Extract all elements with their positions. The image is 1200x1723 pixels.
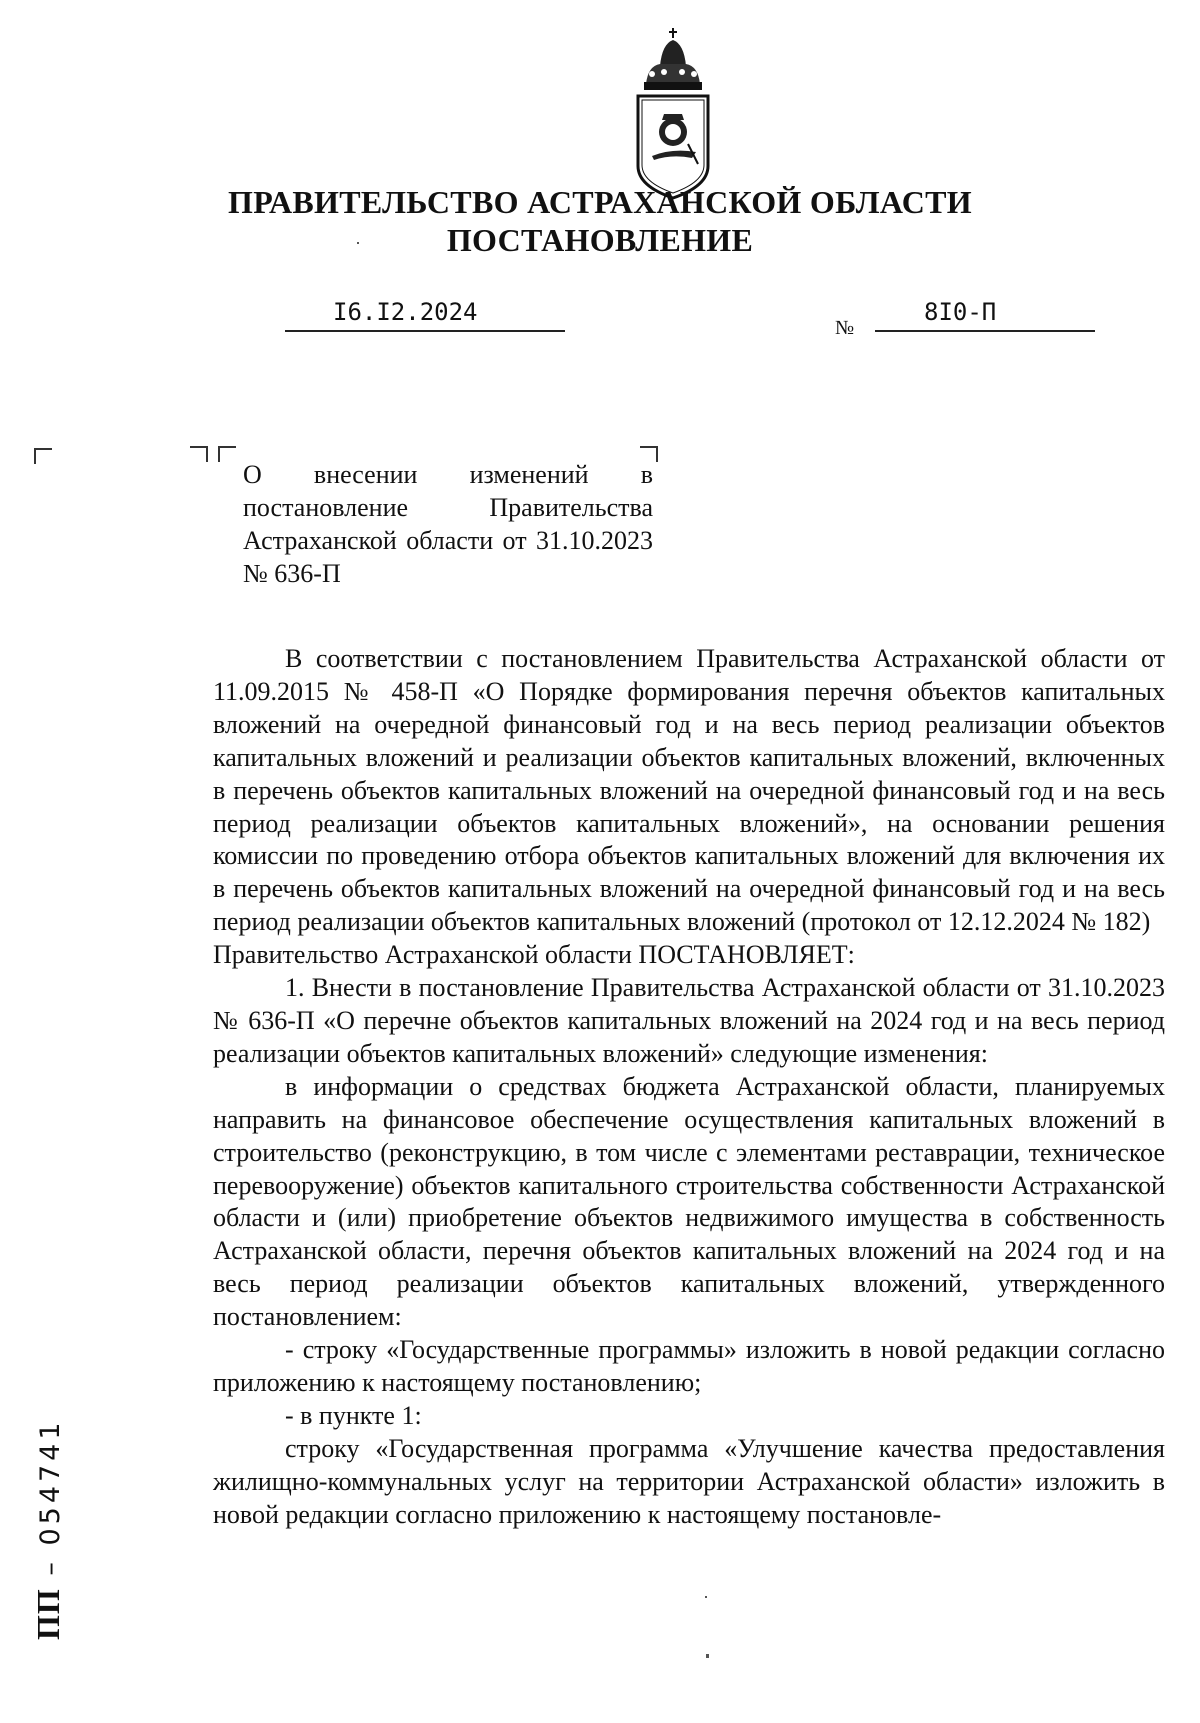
corner-mark [218,446,236,462]
organization-name: ПРАВИТЕЛЬСТВО АСТРАХАНСКОЙ ОБЛАСТИ [228,184,972,220]
number-underline [875,330,1095,332]
coat-of-arms-icon [632,26,714,201]
document-title: О внесении изменений в постановление Правительства Астраханской области от 31.10.2023 № 636-П [243,460,653,588]
form-serial-number [30,1418,67,1640]
paragraph: - в пункте 1: [285,1400,422,1430]
paragraph: В соответствии с постановлением Правительства Астраханской области от 11.09.2015 № 458-П «О Порядке формирования перечня объектов капитальных вложений на очередной финансовый год и на весь период реализации объектов капитальных вложений и реализации объектов капитальных вложений, включенных в перечень объектов капитальных вложений на очередной финансовый год и на весь период реализации объектов капитальных вложений», на основании решения комиссии по проведению отбора объектов капитальных вложений для включения их в перечень объектов капитальных вложений на очередной финансовый год и на весь период реализации объектов капитальных вложений (протокол от 12.12.2024 № 182) [213,644,1165,937]
scan-speck [705,1596,707,1598]
date-underline [285,330,565,332]
scan-speck [357,242,359,244]
corner-mark [190,446,208,462]
scan-speck [706,1654,709,1658]
serial-dash: – [35,1558,66,1576]
corner-mark [34,448,52,464]
document-date: I6.I2.2024 [333,298,478,326]
number-sign: № [835,317,855,339]
document-body [213,643,1165,1531]
paragraph: строку «Государственная программа «Улучшение качества предоставления жилищно-коммунальных услуг на территории Астраханской области» изложить в новой редакции согласно приложению к настоящему постановле- [213,1433,1165,1529]
paragraph: 1. Внести в постановление Правительства Астраханской области от 31.10.2023 № 636-П «О перечне объектов капитальных вложений на 2024 год и на весь период реализации объектов капитальных вложений» следующие изменения: [213,973,1165,1068]
serial-number: 054741 [35,1418,66,1546]
document-number: 8I0-П [924,298,997,326]
document-type: ПОСТАНОВЛЕНИЕ [446,222,754,258]
serial-series: ПП [30,1588,66,1640]
paragraph: - строку «Государственные программы» изложить в новой редакции согласно приложению к настоящему постановлению; [213,1335,1165,1397]
paragraph: в информации о средствах бюджета Астраханской области, планируемых направить на финансовое обеспечение осуществления капитальных вложений в строительство (реконструкцию, в том числе с элементами реставрации, техническое перевооружение) объектов капитального строительства собственности Астраханской области и (или) приобретение объектов недвижимого имущества в собственность Астраханской области, перечня объектов капитальных вложений на 2024 год и на весь период реализации объектов капитальных вложений, утвержденного постановлением: [213,1071,1165,1332]
paragraph: Правительство Астраханской области ПОСТАНОВЛЯЕТ: [213,940,855,970]
